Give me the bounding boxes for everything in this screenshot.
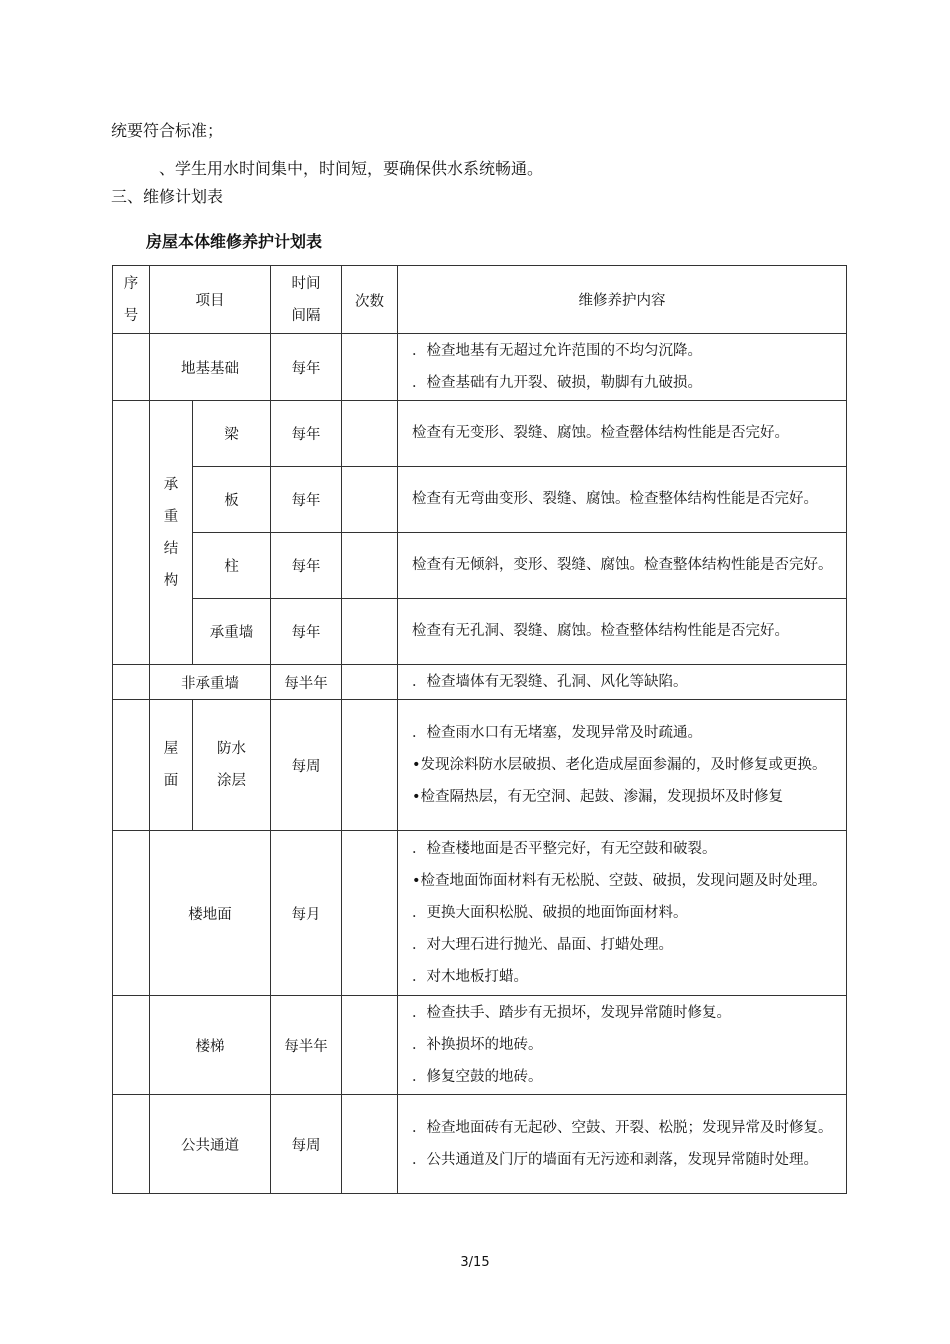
item-cell: 非承重墙 — [150, 665, 271, 700]
content-cell: ．检查楼地面是否平整完好，有无空鼓和破裂。 •检查地面饰面材料有无松脱、空鼓、破损，发现问题及时处理。 ．更换大面积松脱、破损的地面饰面材料。 ．对大理石进行抛光、晶面、打蜡处理。 ．对木地板打蜡。 — [398, 831, 847, 996]
content-cell: 检查有无弯曲变形、裂缝、腐蚀。检查整体结构性能是否完好。 — [398, 467, 847, 533]
seq-cell — [113, 334, 150, 401]
content-cell: ．检查墙体有无裂缝、孔洞、风化等缺陷。 — [398, 665, 847, 700]
seq-cell — [113, 996, 150, 1095]
table-row — [113, 700, 847, 831]
count-cell — [342, 996, 398, 1095]
item-cell: 承重墙 — [193, 599, 271, 665]
section-heading: 三、维修计划表 — [111, 187, 224, 206]
seq-cell — [113, 401, 150, 665]
content-cell: ．检查地基有无超过允许范围的不均匀沉降。 ．检查基础有九开裂、破损，勒脚有九破损。 — [398, 334, 847, 401]
item-cell: 楼地面 — [150, 831, 271, 996]
interval-cell: 每年 — [271, 401, 342, 467]
content-cell: ．检查地面砖有无起砂、空鼓、开裂、松脱；发现异常及时修复。 ．公共通道及门厅的墙面有无污迹和剥落，发现异常随时处理。 — [398, 1095, 847, 1194]
count-cell — [342, 665, 398, 700]
seq-cell — [113, 700, 150, 831]
count-cell — [342, 467, 398, 533]
content-cell: ．检查雨水口有无堵塞，发现异常及时疏通。 •发现涂料防水层破损、老化造成屋面参漏的，及时修复或更换。 •检查隔热层，有无空洞、起鼓、渗漏，发现损坏及时修复 — [398, 700, 847, 831]
count-cell — [342, 533, 398, 599]
interval-cell: 每年 — [271, 599, 342, 665]
content-cell: ．检查扶手、踏步有无损坏，发现异常随时修复。 ．补换损坏的地砖。 ．修复空鼓的地砖。 — [398, 996, 847, 1095]
table-row — [113, 401, 847, 467]
item-cell: 楼梯 — [150, 996, 271, 1095]
interval-cell: 每年 — [271, 334, 342, 401]
table-row — [113, 467, 847, 533]
count-cell — [342, 334, 398, 401]
seq-cell — [113, 831, 150, 996]
table-row — [113, 1095, 847, 1194]
header-item: 项目 — [150, 266, 271, 334]
item-cell: 防水涂层 — [193, 700, 271, 831]
table-title: 房屋本体维修养护计划表 — [146, 232, 323, 251]
header-count: 次数 — [342, 266, 398, 334]
interval-cell: 每周 — [271, 700, 342, 831]
item-cell: 板 — [193, 467, 271, 533]
count-cell — [342, 599, 398, 665]
count-cell — [342, 831, 398, 996]
count-cell — [342, 401, 398, 467]
group-structural: 承重结构 — [150, 401, 193, 665]
content-cell: 检查有无孔洞、裂缝、腐蚀。检查整体结构性能是否完好。 — [398, 599, 847, 665]
interval-cell: 每年 — [271, 533, 342, 599]
table-row — [113, 996, 847, 1095]
interval-cell: 每月 — [271, 831, 342, 996]
header-content: 维修养护内容 — [398, 266, 847, 334]
table-row — [113, 533, 847, 599]
content-cell: 检查有无倾斜，变形、裂缝、腐蚀。检查整体结构性能是否完好。 — [398, 533, 847, 599]
intro-line-2: 、学生用水时间集中，时间短，要确保供水系统畅通。 — [159, 159, 544, 178]
item-cell: 公共通道 — [150, 1095, 271, 1194]
interval-cell: 每年 — [271, 467, 342, 533]
item-cell: 梁 — [193, 401, 271, 467]
header-seq: 序号 — [113, 266, 150, 334]
intro-line-1: 统要符合标准； — [111, 121, 224, 140]
interval-cell: 每半年 — [271, 996, 342, 1095]
table-header-row — [113, 266, 847, 334]
maintenance-plan-table — [112, 265, 847, 1194]
table-row — [113, 665, 847, 700]
table-row — [113, 334, 847, 401]
count-cell — [342, 1095, 398, 1194]
header-interval: 时间间隔 — [271, 266, 342, 334]
count-cell — [342, 700, 398, 831]
group-roof: 屋面 — [150, 700, 193, 831]
seq-cell — [113, 1095, 150, 1194]
interval-cell: 每周 — [271, 1095, 342, 1194]
item-cell: 柱 — [193, 533, 271, 599]
content-cell: 检查有无变形、裂缝、腐蚀。检查罄体结构性能是否完好。 — [398, 401, 847, 467]
table-row — [113, 831, 847, 996]
table-row — [113, 599, 847, 665]
page-number: 3/15 — [460, 1255, 490, 1270]
seq-cell — [113, 665, 150, 700]
item-cell: 地基基础 — [150, 334, 271, 401]
interval-cell: 每半年 — [271, 665, 342, 700]
